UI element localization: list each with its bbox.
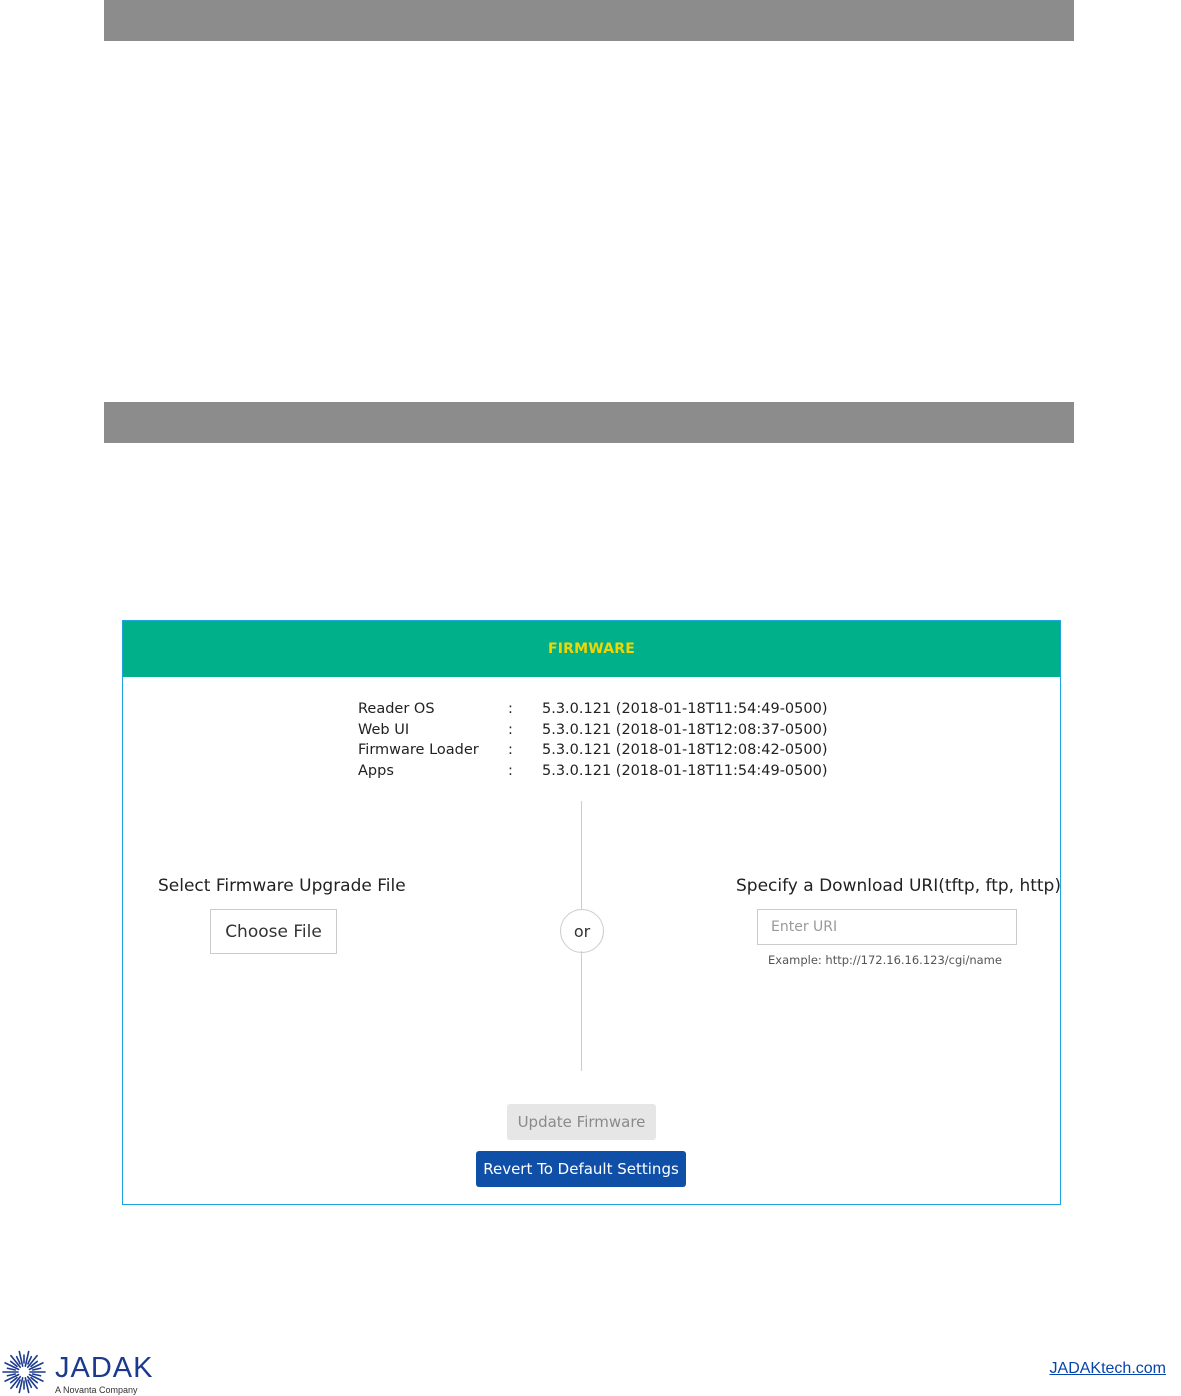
firmware-panel-header bbox=[123, 621, 1060, 677]
uri-example-hint: Example: http://172.16.16.123/cgi/name bbox=[768, 953, 1002, 967]
version-row-reader-os bbox=[358, 699, 827, 720]
update-firmware-button[interactable]: Update Firmware bbox=[507, 1104, 656, 1140]
version-row-apps bbox=[358, 761, 827, 782]
version-value: 5.3.0.121 (2018-01-18T12:08:37-0500) bbox=[542, 721, 828, 738]
panel-title: FIRMWARE bbox=[547, 641, 636, 657]
version-separator: : bbox=[508, 701, 513, 718]
version-name: Web UI bbox=[358, 721, 410, 738]
download-uri-input[interactable] bbox=[757, 909, 1017, 945]
version-row-firmware-loader bbox=[358, 740, 827, 761]
section-header-bar-middle bbox=[104, 402, 1074, 443]
vertical-divider-bottom bbox=[581, 951, 582, 1071]
choose-file-button[interactable]: Choose File bbox=[210, 909, 337, 954]
version-name: Apps bbox=[358, 762, 394, 779]
version-value: 5.3.0.121 (2018-01-18T11:54:49-0500) bbox=[542, 701, 828, 718]
version-row-web-ui bbox=[358, 720, 827, 741]
download-uri-label: Specify a Download URI(tftp, ftp, http) bbox=[736, 876, 1061, 896]
version-separator: : bbox=[508, 762, 513, 779]
logo-tagline: A Novanta Company bbox=[55, 1385, 138, 1395]
version-separator: : bbox=[508, 721, 513, 738]
version-value: 5.3.0.121 (2018-01-18T12:08:42-0500) bbox=[542, 742, 828, 759]
vertical-divider-top bbox=[581, 801, 582, 909]
section-header-bar-top bbox=[104, 0, 1074, 41]
version-name: Reader OS bbox=[358, 701, 435, 718]
revert-default-settings-button[interactable]: Revert To Default Settings bbox=[476, 1151, 686, 1187]
version-value: 5.3.0.121 (2018-01-18T11:54:49-0500) bbox=[542, 762, 828, 779]
version-list bbox=[358, 699, 827, 781]
firmware-file-label: Select Firmware Upgrade File bbox=[158, 876, 406, 896]
version-separator: : bbox=[508, 742, 513, 759]
firmware-panel bbox=[122, 620, 1061, 1205]
or-separator: or bbox=[560, 909, 604, 953]
jadak-website-link[interactable]: JADAKtech.com bbox=[1049, 1360, 1166, 1377]
version-name: Firmware Loader bbox=[358, 742, 479, 759]
logo-wordmark: JADAK bbox=[55, 1352, 154, 1384]
